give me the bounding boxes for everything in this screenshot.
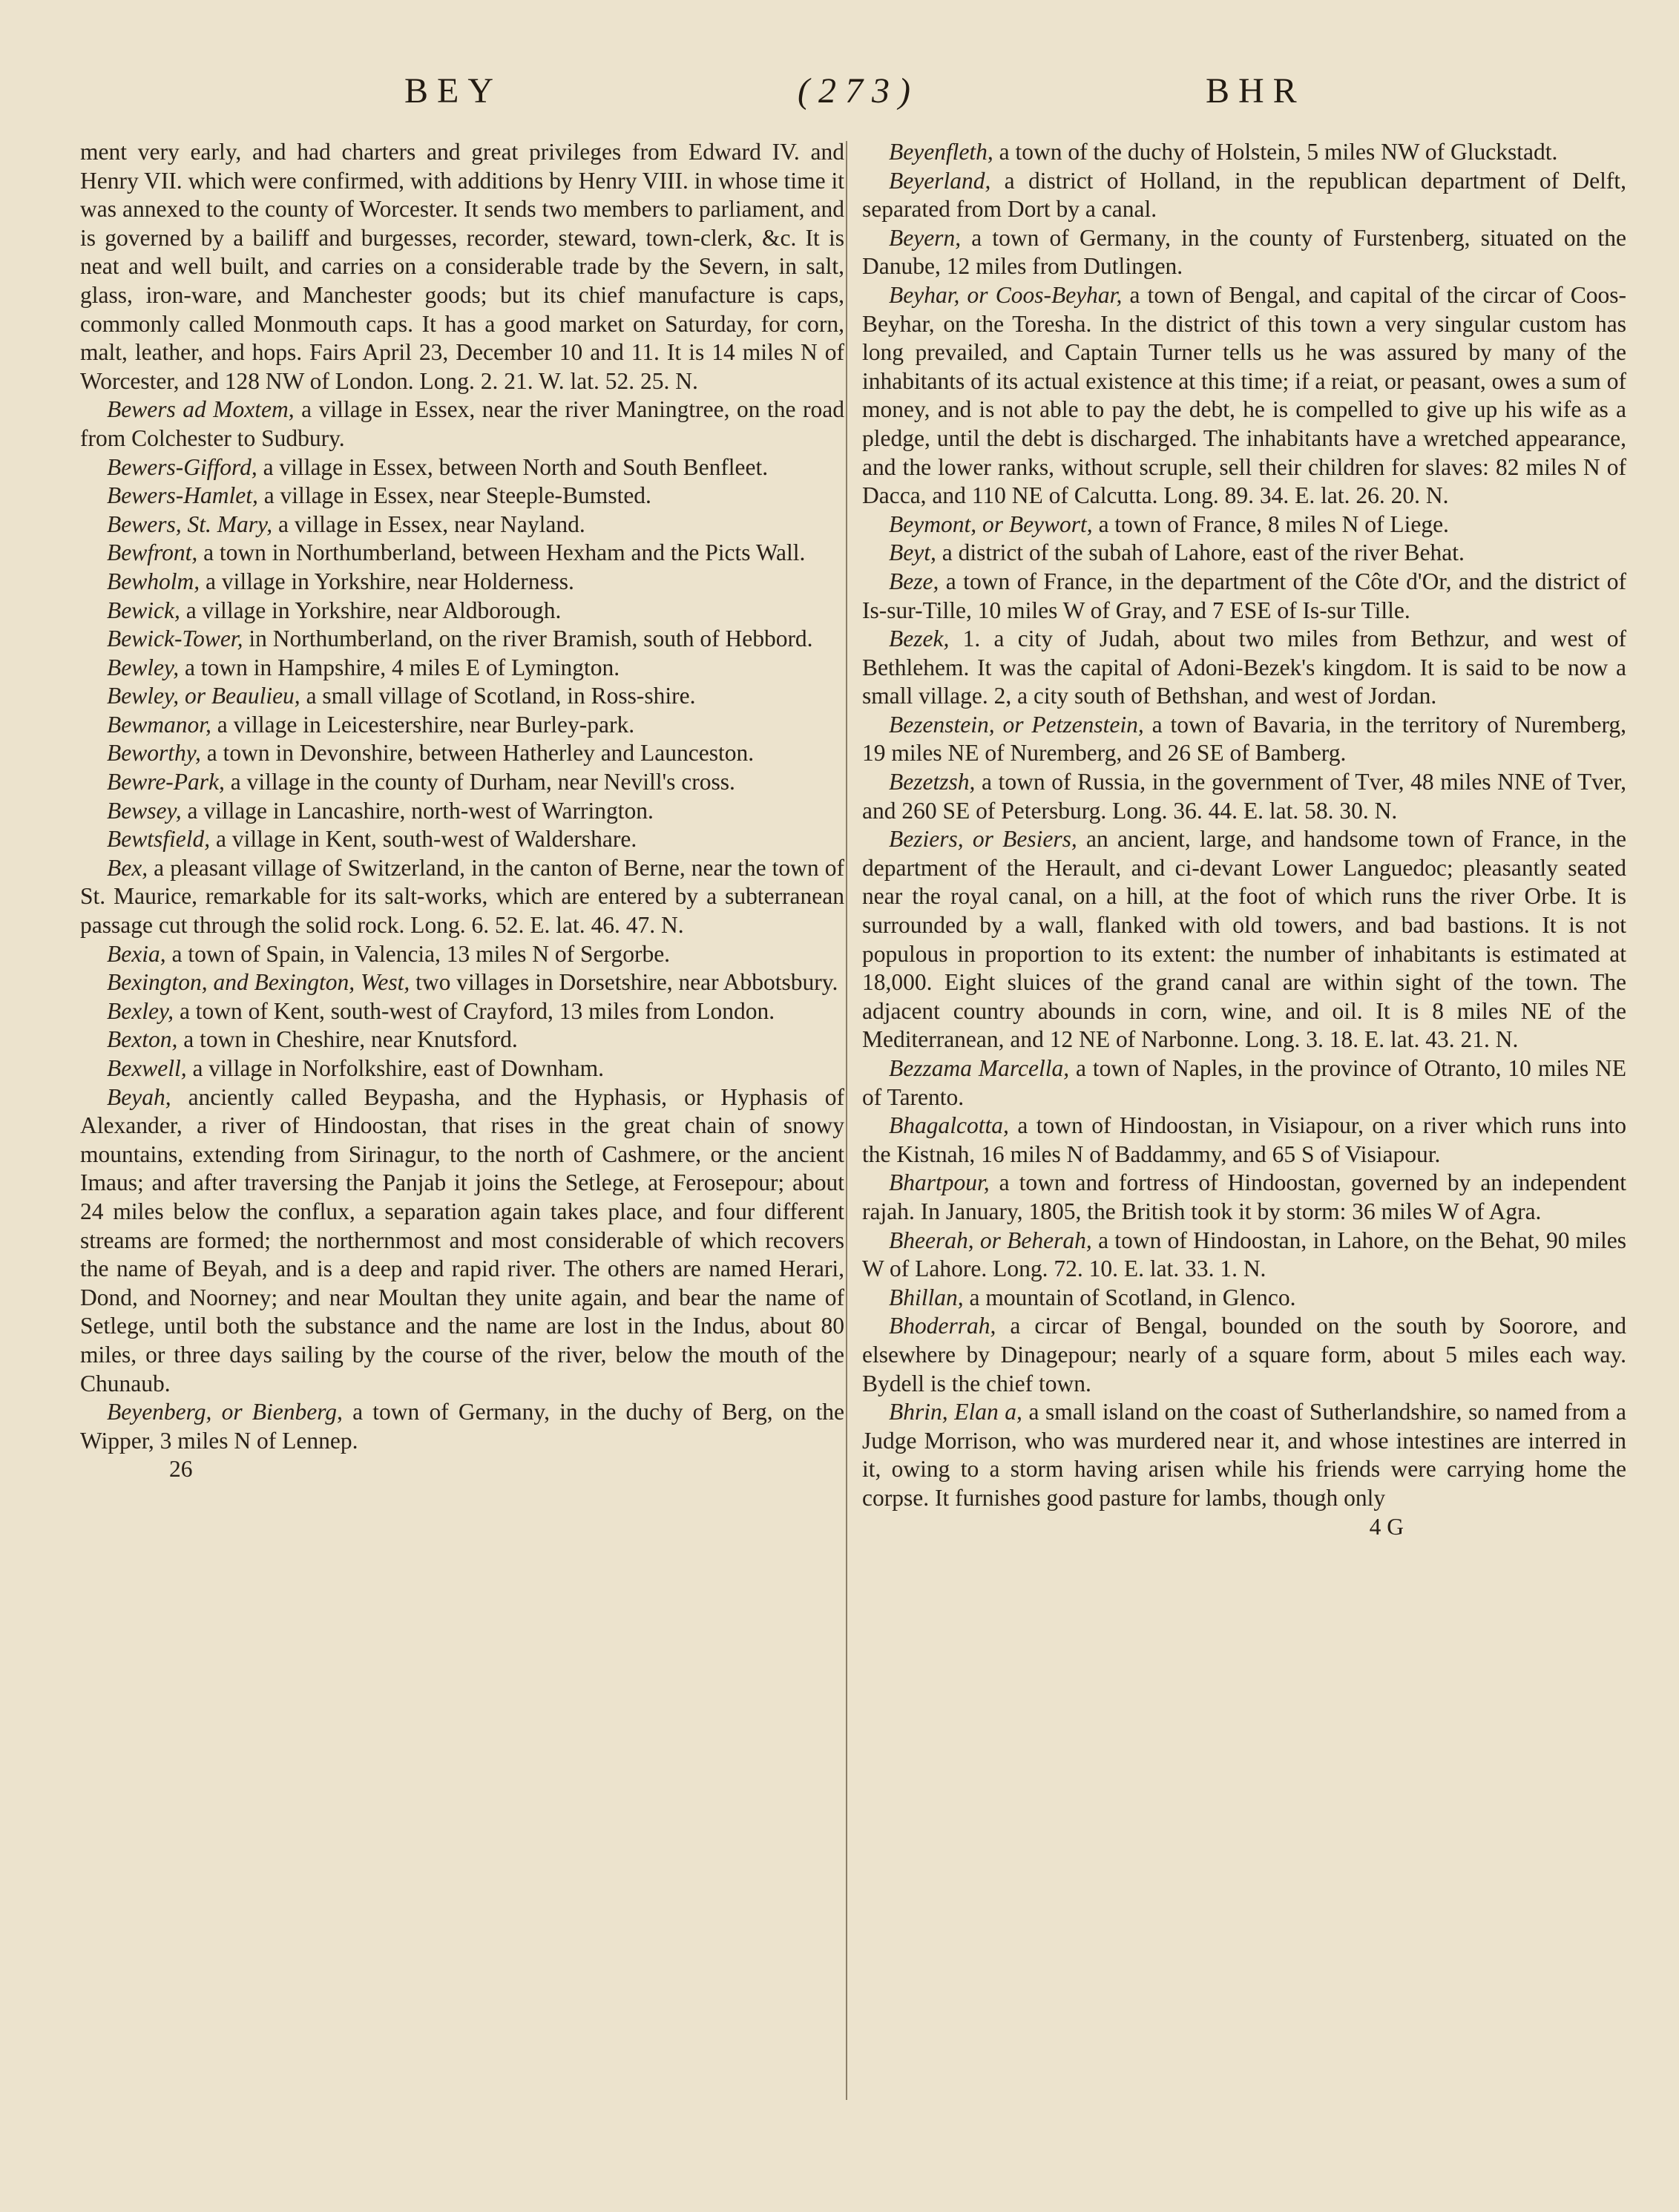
gazetteer-entry bbox=[80, 1083, 844, 1399]
entry-text: a town of Bengal, and capital of the circar of Coos-Beyhar, on the Toresha. In the district of this town a very singular custom has long prevailed, and Captain Turner tells us he was assured by many of the inhabitants of its actual existence at this time; if a reiat, or peasant, owes a sum of money, and is not able to pay the debt, he is compelled to give up his wife as a pledge, until the debt is discharged. The inhabitants have a wretched appearance, and the lower ranks, without scruple, sell their children for slaves: 82 miles N of Dacca, and 110 NE of Calcutta. Long. 89. 34. E. lat. 26. 20. N. bbox=[862, 281, 1626, 509]
entry-headword: Beyt, bbox=[889, 539, 936, 566]
entry-headword: Bhillan, bbox=[889, 1284, 964, 1310]
entry-text: a small island on the coast of Sutherlandshire, so named from a Judge Morrison, who was murdered near it, and whose intestines are interred in it, owing to a storm having arisen while his friends were carrying home the corpse. It furnishes good pasture for lambs, though only bbox=[862, 1399, 1626, 1511]
gazetteer-entry bbox=[862, 138, 1626, 167]
gazetteer-entry bbox=[80, 997, 844, 1026]
gazetteer-entry bbox=[862, 281, 1626, 511]
entry-text: a town of Hindoostan, in Visiapour, on a river which runs into the Kistnah, 16 miles N of Baddammy, and 65 S of Visiapour. bbox=[862, 1112, 1626, 1167]
gazetteer-entry bbox=[80, 396, 844, 453]
entry-headword: Bewers-Gifford, bbox=[107, 453, 257, 480]
entry-text: a small village of Scotland, in Ross-shire. bbox=[300, 683, 696, 709]
entry-text: a town of Germany, in the county of Furstenberg, situated on the Danube, 12 miles from Dutlingen. bbox=[862, 224, 1626, 280]
entry-text: ment very early, and had charters and great privileges from Edward IV. and Henry VII. which were confirmed, with additions by Henry VIII. in whose time it was annexed to the county of Worcester. It sends two members to parliament, and is governed by a bailiff and burgesses, recorder, steward, town-clerk, &c. It is neat and well built, and carries on a considerable trade by the Severn, in salt, glass, iron-ware, and Manchester goods; but its chief manufacture is caps, commonly called Monmouth caps. It has a good market on Saturday, for corn, malt, leather, and hops. Fairs April 23, December 10 and 11. It is 14 miles N of Worcester, and 128 NW of London. Long. 2. 21. W. lat. 52. 25. N. bbox=[80, 139, 844, 394]
gazetteer-entry bbox=[80, 482, 844, 511]
signature-mark: 26 bbox=[169, 1456, 193, 1483]
running-header bbox=[0, 70, 1679, 130]
entry-text: a town of Hindoostan, in Lahore, on the Behat, 90 miles W of Lahore. Long. 72. 10. E. lat. 33. 1. N. bbox=[862, 1227, 1626, 1282]
gazetteer-entry bbox=[80, 625, 844, 654]
gazetteer-entry bbox=[862, 1398, 1626, 1512]
gazetteer-entry bbox=[80, 597, 844, 626]
gazetteer-entry bbox=[80, 768, 844, 797]
column-divider bbox=[846, 141, 847, 2100]
entry-text: a village in Essex, between North and South Benfleet. bbox=[257, 453, 769, 480]
entry-headword: Bexington, and Bexington, West, bbox=[107, 969, 410, 996]
entry-text: a village in Yorkshire, near Aldborough. bbox=[180, 597, 562, 623]
entry-headword: Bexton, bbox=[107, 1026, 178, 1053]
entry-text: a district of Holland, in the republican department of Delft, separated from Dort by a canal. bbox=[862, 167, 1626, 223]
gazetteer-entry bbox=[862, 511, 1626, 539]
gazetteer-entry bbox=[80, 654, 844, 683]
entry-headword: Bewers ad Moxtem, bbox=[107, 396, 295, 423]
entry-headword: Bezek, bbox=[889, 626, 950, 652]
gazetteer-entry bbox=[862, 539, 1626, 568]
entry-text: a village in Leicestershire, near Burley-park. bbox=[211, 711, 635, 738]
entry-headword: Beworthy, bbox=[107, 740, 201, 767]
entry-text: a town of France, in the department of the Côte d'Or, and the district of Is-sur-Tille, 10 miles W of Gray, and 7 ESE of Is-sur Tille. bbox=[862, 568, 1626, 623]
gazetteer-entry bbox=[80, 739, 844, 768]
gazetteer-entry bbox=[862, 1284, 1626, 1313]
entry-text: a village in Norfolkshire, east of Downham. bbox=[186, 1055, 605, 1081]
entry-headword: Bewfront, bbox=[107, 539, 198, 566]
entry-headword: Bewtsfield, bbox=[107, 826, 211, 853]
gazetteer-entry bbox=[80, 968, 844, 997]
entry-headword: Bhartpour, bbox=[889, 1169, 990, 1196]
entry-text: a town of Bavaria, in the territory of Nuremberg, 19 miles NE of Nuremberg, and 26 SE of Bamberg. bbox=[862, 711, 1626, 767]
gazetteer-entry bbox=[80, 453, 844, 482]
entry-headword: Beyhar, or Coos-Beyhar, bbox=[889, 281, 1123, 308]
entry-text: a district of the subah of Lahore, east of the river Behat. bbox=[936, 539, 1465, 566]
gazetteer-entry bbox=[80, 682, 844, 711]
gazetteer-entry bbox=[862, 1169, 1626, 1226]
entry-text: a town in Hampshire, 4 miles E of Lymington. bbox=[179, 654, 620, 680]
entry-headword: Bewmanor, bbox=[107, 711, 211, 738]
entry-headword: Bewers, St. Mary, bbox=[107, 511, 273, 537]
entry-headword: Bhoderrah, bbox=[889, 1313, 996, 1339]
gazetteer-entry bbox=[862, 1112, 1626, 1169]
gazetteer-entry bbox=[862, 625, 1626, 711]
entry-headword: Bewers-Hamlet, bbox=[107, 482, 258, 509]
gazetteer-entry bbox=[80, 711, 844, 740]
entry-headword: Bex, bbox=[107, 854, 148, 881]
entry-text: 1. a city of Judah, about two miles from Bethzur, and west of Bethlehem. It was the capital of Adoni-Bezek's kingdom. It is said to be now a small village. 2, a city south of Bethshan, and west of Jordan. bbox=[862, 626, 1626, 709]
entry-text: a pleasant village of Switzerland, in the canton of Berne, near the town of St. Maurice, remarkable for its salt-works, which are entered by a subterranean passage cut through the solid rock. Long. 6. 52. E. lat. 46. 47. N. bbox=[80, 854, 844, 939]
entry-text: a village in Essex, near Steeple-Bumsted. bbox=[257, 482, 651, 509]
gazetteer-entry bbox=[80, 825, 844, 854]
entry-text: an ancient, large, and handsome town of France, in the department of the Herault, and ci-devant Lower Languedoc; pleasantly seated near the royal canal, on a hill, at the foot of which runs the river Orbe. It is surrounded by a wall, flanked with old towers, and bad bastions. It is not populous in proportion to its extent: the number of inhabitants is estimated at 18,000. Eight sluices of the grand canal are within sight of the town. The adjacent country abounds in corn, wine, and oil. It is 8 miles NE of the Mediterranean, and 12 NE of Narbonne. Long. 3. 18. E. lat. 43. 21. N. bbox=[862, 826, 1626, 1053]
entry-headword: Beyerland, bbox=[889, 167, 991, 194]
entry-text: a town of Germany, in the duchy of Berg, on the Wipper, 3 miles N of Lennep. bbox=[80, 1399, 844, 1454]
entry-text: a village in Yorkshire, near Holderness. bbox=[200, 568, 574, 594]
gazetteer-entry bbox=[80, 940, 844, 969]
entry-text: a village in Essex, near Nayland. bbox=[272, 511, 585, 537]
gazetteer-entry bbox=[80, 511, 844, 539]
entry-text: a town of the duchy of Holstein, 5 miles NW of Gluckstadt. bbox=[993, 139, 1558, 165]
entry-headword: Bezetzsh, bbox=[889, 769, 976, 795]
entry-headword: Bezzama Marcella, bbox=[889, 1055, 1070, 1081]
entry-text: a town of Russia, in the government of Tver, 48 miles NNE of Tver, and 260 SE of Petersburg. Long. 36. 44. E. lat. 58. 30. N. bbox=[862, 769, 1626, 824]
entry-text: a circar of Bengal, bounded on the south by Soorore, and elsewhere by Dinagepour; nearly of a square form, about 5 miles each way. Bydell is the chief town. bbox=[862, 1313, 1626, 1397]
page-number: (273) bbox=[798, 71, 919, 111]
entry-headword: Beze, bbox=[889, 568, 939, 594]
entry-text: a town of Kent, south-west of Crayford, 13 miles from London. bbox=[174, 997, 775, 1024]
left-column bbox=[80, 138, 844, 1484]
entry-headword: Bhagalcotta, bbox=[889, 1112, 1009, 1139]
entry-headword: Bhrin, Elan a, bbox=[889, 1399, 1022, 1425]
gazetteer-entry bbox=[80, 568, 844, 597]
entry-headword: Bexley, bbox=[107, 997, 174, 1024]
entry-text: a town of France, 8 miles N of Liege. bbox=[1092, 511, 1449, 537]
entry-text: a town of Spain, in Valencia, 13 miles N of Sergorbe. bbox=[165, 940, 671, 967]
entry-text: two villages in Dorsetshire, near Abbotsbury. bbox=[410, 969, 838, 996]
gazetteer-entry bbox=[862, 224, 1626, 281]
entry-headword: Bheerah, or Beherah, bbox=[889, 1227, 1092, 1253]
entry-headword: Bezenstein, or Petzenstein, bbox=[889, 711, 1144, 738]
entry-headword: Bewley, or Beaulieu, bbox=[107, 683, 300, 709]
gazetteer-entry bbox=[862, 568, 1626, 625]
entry-headword: Bexwell, bbox=[107, 1055, 187, 1081]
header-right-guideword: BHR bbox=[1206, 71, 1306, 111]
entry-text: a town in Cheshire, near Knutsford. bbox=[177, 1026, 518, 1053]
gazetteer-entry bbox=[80, 1054, 844, 1083]
gazetteer-entry bbox=[862, 1227, 1626, 1284]
entry-text: a village in Essex, near the river Maningtree, on the road from Colchester to Sudbury. bbox=[80, 396, 844, 451]
entry-text: in Northumberland, on the river Bramish, south of Hebbord. bbox=[243, 626, 813, 652]
entry-headword: Bewick-Tower, bbox=[107, 626, 243, 652]
entry-text: a town in Northumberland, between Hexham and the Picts Wall. bbox=[197, 539, 806, 566]
gazetteer-entry bbox=[80, 138, 844, 396]
entry-headword: Bewley, bbox=[107, 654, 180, 680]
entry-text: a town in Devonshire, between Hatherley and Launceston. bbox=[200, 740, 755, 767]
gazetteer-entry bbox=[80, 1398, 844, 1455]
entry-headword: Bexia, bbox=[107, 940, 166, 967]
signature-mark: 4 G bbox=[1369, 1513, 1404, 1540]
gazetteer-entry bbox=[862, 1312, 1626, 1398]
entry-text: a mountain of Scotland, in Glenco. bbox=[963, 1284, 1296, 1310]
entry-headword: Bewholm, bbox=[107, 568, 200, 594]
gazetteer-entry bbox=[862, 825, 1626, 1054]
entry-text: a town of Naples, in the province of Otranto, 10 miles NE of Tarento. bbox=[862, 1055, 1626, 1110]
entry-headword: Beyern, bbox=[889, 224, 962, 251]
entry-headword: Bewre-Park, bbox=[107, 769, 225, 795]
gazetteer-entry bbox=[80, 539, 844, 568]
entry-headword: Beyenfleth, bbox=[889, 139, 993, 165]
entry-text: a village in Kent, south-west of Waldershare. bbox=[210, 826, 637, 853]
entry-headword: Beyenberg, or Bienberg, bbox=[107, 1399, 343, 1425]
entry-text: a village in Lancashire, north-west of Warrington. bbox=[181, 797, 654, 824]
entry-headword: Beziers, or Besiers, bbox=[889, 826, 1077, 853]
gazetteer-entry bbox=[862, 167, 1626, 224]
gazetteer-entry bbox=[862, 1054, 1626, 1112]
gazetteer-entry bbox=[80, 854, 844, 940]
gazetteer-entry bbox=[80, 797, 844, 826]
gazetteer-entry bbox=[80, 1025, 844, 1054]
entry-text: anciently called Beypasha, and the Hyphasis, or Hyphasis of Alexander, a river of Hindoostan, that rises in the great chain of snowy mountains, extending from Sirinagur, to the north of Cashmere, or the ancient Imaus; and after traversing the Panjab it joins the Setlege, at Ferosepour; about 24 miles below the conflux, a separation again takes place, and four different streams are formed; the northernmost and most considerable of which recovers the name of Beyah, and is a deep and rapid river. The others are named Herari, Dond, and Noorney; and near Moultan they unite again, and bear the name of Setlege, until both the substance and the name are lost in the Indus, about 80 miles, or three days sailing by the course of the river, below the mouth of the Chunaub. bbox=[80, 1083, 844, 1397]
entry-headword: Beyah, bbox=[107, 1083, 171, 1110]
entry-headword: Bewsey, bbox=[107, 797, 182, 824]
entry-text: a town and fortress of Hindoostan, governed by an independent rajah. In January, 1805, the British took it by storm: 36 miles W of Agra. bbox=[862, 1169, 1626, 1224]
entry-text: a village in the county of Durham, near Nevill's cross. bbox=[224, 769, 735, 795]
entry-headword: Beymont, or Beywort, bbox=[889, 511, 1093, 537]
gazetteer-entry bbox=[862, 768, 1626, 825]
entry-headword: Bewick, bbox=[107, 597, 180, 623]
gazetteer-entry bbox=[862, 711, 1626, 768]
right-column bbox=[862, 138, 1626, 1541]
header-left-guideword: BEY bbox=[404, 71, 502, 111]
